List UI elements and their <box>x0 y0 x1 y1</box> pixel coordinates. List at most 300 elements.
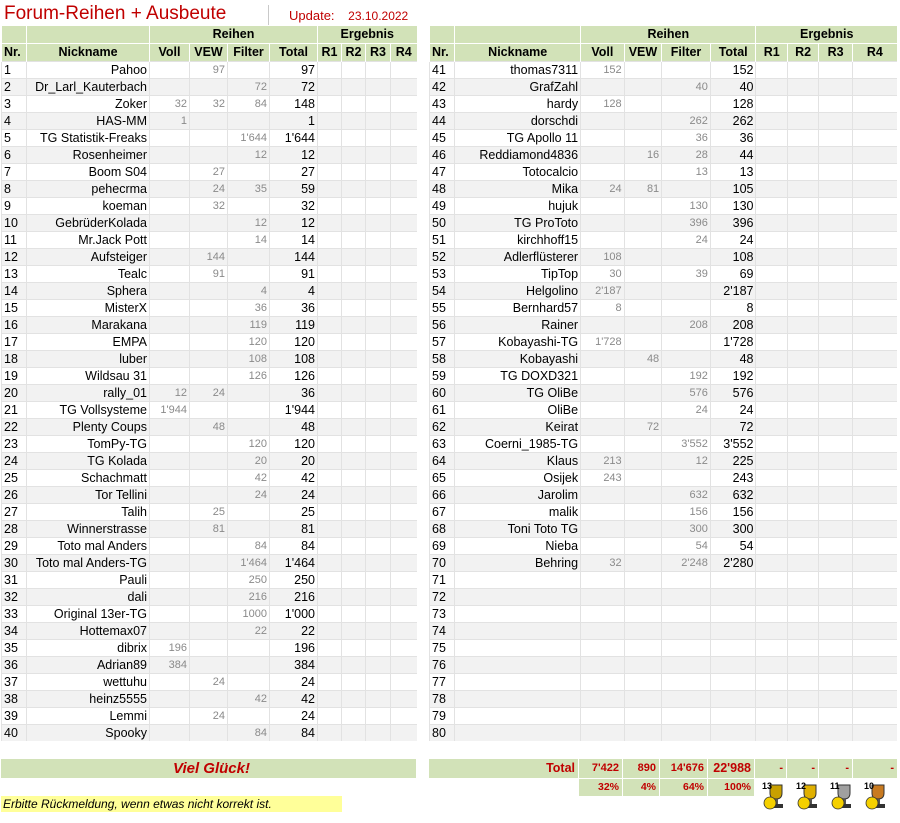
row-vew <box>190 334 228 351</box>
row-r3 <box>819 368 852 385</box>
row-total: 384 <box>270 657 318 674</box>
table-row <box>430 130 898 147</box>
table-row <box>430 79 898 96</box>
row-total: 243 <box>710 470 756 487</box>
row-r1 <box>756 96 787 113</box>
row-voll: 384 <box>150 657 190 674</box>
row-r1 <box>756 708 787 725</box>
row-total: 3'552 <box>710 436 756 453</box>
row-r4 <box>391 453 417 470</box>
table-row <box>2 572 417 589</box>
row-r2 <box>342 640 366 657</box>
row-nr: 28 <box>2 521 27 538</box>
row-r1 <box>756 572 787 589</box>
row-r2 <box>787 198 818 215</box>
row-nr: 60 <box>430 385 455 402</box>
row-r4 <box>391 351 417 368</box>
row-nr: 8 <box>2 181 27 198</box>
row-vew: 144 <box>190 249 228 266</box>
row-vew <box>624 521 662 538</box>
row-filter <box>662 572 711 589</box>
col-r3: R3 <box>819 44 852 62</box>
table-row <box>2 79 417 96</box>
row-nr: 64 <box>430 453 455 470</box>
row-r3 <box>366 572 391 589</box>
row-r1 <box>318 674 342 691</box>
row-nr: 16 <box>2 317 27 334</box>
row-vew <box>190 351 228 368</box>
row-r3 <box>819 436 852 453</box>
row-r4 <box>852 470 897 487</box>
row-nickname: Mika <box>455 181 581 198</box>
table-row <box>2 385 417 402</box>
row-filter <box>228 266 270 283</box>
row-filter: 396 <box>662 215 711 232</box>
row-r3 <box>819 657 852 674</box>
row-r3 <box>366 691 391 708</box>
table-row <box>430 164 898 181</box>
row-total: 1'464 <box>270 555 318 572</box>
row-nickname: TG Statistik-Freaks <box>27 130 150 147</box>
table-row <box>430 419 898 436</box>
row-r3 <box>366 674 391 691</box>
trophy-label: 13 <box>762 781 773 791</box>
row-voll <box>150 79 190 96</box>
row-nr: 33 <box>2 606 27 623</box>
table-row <box>430 198 898 215</box>
row-vew: 24 <box>190 181 228 198</box>
row-r1 <box>756 249 787 266</box>
row-nr: 5 <box>2 130 27 147</box>
row-r4 <box>391 130 417 147</box>
row-r4 <box>391 113 417 130</box>
row-filter: 126 <box>228 368 270 385</box>
row-filter <box>662 419 711 436</box>
row-r2 <box>787 674 818 691</box>
row-total: 1'944 <box>270 402 318 419</box>
row-nickname: GebrüderKolada <box>27 215 150 232</box>
row-r4 <box>391 538 417 555</box>
row-nickname: Zoker <box>27 96 150 113</box>
table-row <box>430 606 898 623</box>
row-nickname: Reddiamond4836 <box>455 147 581 164</box>
row-r3 <box>366 487 391 504</box>
row-total: 1'000 <box>270 606 318 623</box>
row-r1 <box>756 538 787 555</box>
row-vew <box>624 283 662 300</box>
row-r3 <box>819 708 852 725</box>
row-nickname: HAS-MM <box>27 113 150 130</box>
row-r3 <box>366 300 391 317</box>
row-r4 <box>391 674 417 691</box>
row-vew <box>624 504 662 521</box>
row-r4 <box>391 504 417 521</box>
row-voll <box>150 62 190 79</box>
row-r2 <box>787 283 818 300</box>
header-blank <box>2 26 27 44</box>
row-vew <box>624 674 662 691</box>
row-total: 196 <box>270 640 318 657</box>
row-r1 <box>318 708 342 725</box>
row-r1 <box>756 266 787 283</box>
row-r4 <box>391 62 417 79</box>
row-r1 <box>318 385 342 402</box>
row-filter: 14 <box>228 232 270 249</box>
row-nr: 10 <box>2 215 27 232</box>
row-r2 <box>787 215 818 232</box>
row-nickname: Boom S04 <box>27 164 150 181</box>
row-vew <box>624 725 662 742</box>
row-total: 2'280 <box>710 555 756 572</box>
row-voll <box>581 521 625 538</box>
row-r4 <box>852 368 897 385</box>
row-total <box>710 674 756 691</box>
row-voll <box>150 334 190 351</box>
row-nr: 71 <box>430 572 455 589</box>
row-nickname: Behring <box>455 555 581 572</box>
row-r2 <box>342 538 366 555</box>
row-nickname <box>455 708 581 725</box>
row-filter <box>228 62 270 79</box>
row-filter: 42 <box>228 691 270 708</box>
row-voll <box>150 351 190 368</box>
row-r1 <box>756 147 787 164</box>
row-filter: 22 <box>228 623 270 640</box>
row-r4 <box>391 79 417 96</box>
row-filter <box>662 640 711 657</box>
row-vew <box>190 402 228 419</box>
row-r4 <box>852 487 897 504</box>
row-r4 <box>391 521 417 538</box>
row-voll <box>581 113 625 130</box>
row-r4 <box>852 198 897 215</box>
header-blank <box>455 26 581 44</box>
row-voll <box>581 232 625 249</box>
row-r2 <box>342 249 366 266</box>
col-filter: Filter <box>662 44 711 62</box>
row-voll <box>150 300 190 317</box>
row-voll <box>150 521 190 538</box>
row-r1 <box>318 232 342 249</box>
row-nr: 47 <box>430 164 455 181</box>
header-blank <box>430 26 455 44</box>
row-total <box>710 708 756 725</box>
row-nickname: luber <box>27 351 150 368</box>
row-r1 <box>756 470 787 487</box>
row-voll <box>150 555 190 572</box>
row-r4 <box>852 708 897 725</box>
row-r3 <box>366 147 391 164</box>
row-r2 <box>342 62 366 79</box>
row-nickname: Sphera <box>27 283 150 300</box>
row-voll <box>150 249 190 266</box>
row-total: 632 <box>710 487 756 504</box>
row-voll: 24 <box>581 181 625 198</box>
row-r4 <box>852 130 897 147</box>
row-vew <box>190 130 228 147</box>
total-r3: - <box>819 759 852 778</box>
row-nickname: TG OliBe <box>455 385 581 402</box>
row-r2 <box>342 708 366 725</box>
row-vew <box>190 538 228 555</box>
row-voll: 2'187 <box>581 283 625 300</box>
row-nickname: Rainer <box>455 317 581 334</box>
row-r2 <box>342 266 366 283</box>
row-nickname: hujuk <box>455 198 581 215</box>
row-r1 <box>318 79 342 96</box>
row-r1 <box>756 725 787 742</box>
row-voll <box>150 317 190 334</box>
row-vew <box>190 606 228 623</box>
row-nr: 31 <box>2 572 27 589</box>
update-date: 23.10.2022 <box>348 9 409 23</box>
table-row <box>430 725 898 742</box>
row-r1 <box>318 283 342 300</box>
row-total: 44 <box>710 147 756 164</box>
row-total: 396 <box>710 215 756 232</box>
row-r1 <box>318 130 342 147</box>
row-r2 <box>787 113 818 130</box>
table-row <box>430 402 898 419</box>
row-total <box>710 725 756 742</box>
group-ergebnis: Ergebnis <box>756 26 897 44</box>
row-total: 24 <box>710 402 756 419</box>
row-nr: 77 <box>430 674 455 691</box>
row-total: 8 <box>710 300 756 317</box>
row-r3 <box>819 606 852 623</box>
table-row <box>430 147 898 164</box>
row-nickname: Bernhard57 <box>455 300 581 317</box>
row-r1 <box>318 402 342 419</box>
row-filter <box>662 725 711 742</box>
col-r4: R4 <box>391 44 417 62</box>
row-total: 105 <box>710 181 756 198</box>
row-total: 36 <box>710 130 756 147</box>
row-r3 <box>366 538 391 555</box>
row-vew <box>624 385 662 402</box>
row-filter: 208 <box>662 317 711 334</box>
right-table-body <box>430 62 898 742</box>
row-nr: 55 <box>430 300 455 317</box>
row-total: 108 <box>710 249 756 266</box>
row-r4 <box>852 62 897 79</box>
group-reihen: Reihen <box>150 26 318 44</box>
row-r4 <box>391 283 417 300</box>
row-r4 <box>852 572 897 589</box>
row-r1 <box>318 453 342 470</box>
row-nr: 51 <box>430 232 455 249</box>
row-total: 22 <box>270 623 318 640</box>
row-vew <box>624 572 662 589</box>
row-r4 <box>391 300 417 317</box>
row-filter <box>228 504 270 521</box>
row-total: 42 <box>270 470 318 487</box>
row-r3 <box>819 351 852 368</box>
row-r3 <box>819 266 852 283</box>
row-r2 <box>787 572 818 589</box>
row-r3 <box>366 266 391 283</box>
col-nr: Nr. <box>430 44 455 62</box>
row-nr: 13 <box>2 266 27 283</box>
row-total: 48 <box>270 419 318 436</box>
row-nickname: MisterX <box>27 300 150 317</box>
row-nr: 48 <box>430 181 455 198</box>
row-r3 <box>819 674 852 691</box>
row-nickname: TG DOXD321 <box>455 368 581 385</box>
row-r1 <box>756 113 787 130</box>
row-r1 <box>756 521 787 538</box>
row-total: 36 <box>270 300 318 317</box>
row-vew <box>190 555 228 572</box>
row-voll <box>581 606 625 623</box>
table-row <box>430 640 898 657</box>
row-vew <box>190 300 228 317</box>
row-total: 42 <box>270 691 318 708</box>
table-row <box>430 538 898 555</box>
row-nr: 36 <box>2 657 27 674</box>
col-nickname: Nickname <box>27 44 150 62</box>
row-r3 <box>366 470 391 487</box>
feedback-note: Erbitte Rückmeldung, wenn etwas nicht korrekt ist. <box>1 796 342 812</box>
row-filter <box>228 198 270 215</box>
table-row <box>430 385 898 402</box>
row-vew <box>190 317 228 334</box>
row-r3 <box>819 470 852 487</box>
row-nr: 7 <box>2 164 27 181</box>
row-nr: 52 <box>430 249 455 266</box>
row-vew <box>624 538 662 555</box>
row-total: 91 <box>270 266 318 283</box>
row-r3 <box>819 317 852 334</box>
row-filter <box>662 300 711 317</box>
row-r4 <box>852 96 897 113</box>
row-nickname: Marakana <box>27 317 150 334</box>
table-row <box>430 368 898 385</box>
row-nickname: malik <box>455 504 581 521</box>
table-row <box>430 691 898 708</box>
header-blank <box>27 26 150 44</box>
table-row <box>430 232 898 249</box>
row-nr: 4 <box>2 113 27 130</box>
col-voll: Voll <box>150 44 190 62</box>
row-vew: 25 <box>190 504 228 521</box>
table-row <box>430 453 898 470</box>
row-nr: 74 <box>430 623 455 640</box>
row-vew <box>624 589 662 606</box>
trophy-label: 11 <box>830 781 840 791</box>
row-r3 <box>819 504 852 521</box>
row-r1 <box>756 623 787 640</box>
row-r4 <box>391 640 417 657</box>
row-nr: 57 <box>430 334 455 351</box>
table-row <box>2 521 417 538</box>
row-r3 <box>819 232 852 249</box>
row-nr: 69 <box>430 538 455 555</box>
row-total <box>710 606 756 623</box>
row-r2 <box>342 402 366 419</box>
row-filter: 4 <box>228 283 270 300</box>
table-row <box>430 555 898 572</box>
row-total: 250 <box>270 572 318 589</box>
row-filter: 300 <box>662 521 711 538</box>
table-row <box>2 589 417 606</box>
row-nickname: Toto mal Anders-TG <box>27 555 150 572</box>
row-r1 <box>318 334 342 351</box>
row-total: 152 <box>710 62 756 79</box>
row-filter: 36 <box>662 130 711 147</box>
row-nickname: Kobayashi-TG <box>455 334 581 351</box>
row-total: 25 <box>270 504 318 521</box>
table-row <box>430 266 898 283</box>
row-total: 40 <box>710 79 756 96</box>
row-r4 <box>852 181 897 198</box>
row-voll <box>150 130 190 147</box>
row-r2 <box>787 79 818 96</box>
table-row <box>2 266 417 283</box>
row-r2 <box>342 674 366 691</box>
row-nickname: dorschdi <box>455 113 581 130</box>
row-vew <box>624 691 662 708</box>
row-r3 <box>366 453 391 470</box>
row-vew: 48 <box>624 351 662 368</box>
row-r3 <box>819 589 852 606</box>
row-r4 <box>852 164 897 181</box>
row-r2 <box>787 147 818 164</box>
row-r3 <box>366 623 391 640</box>
row-nickname: Coerni_1985-TG <box>455 436 581 453</box>
row-voll <box>150 368 190 385</box>
row-total: 300 <box>710 521 756 538</box>
table-row <box>430 504 898 521</box>
row-r4 <box>852 402 897 419</box>
row-total: 126 <box>270 368 318 385</box>
row-voll: 30 <box>581 266 625 283</box>
table-row <box>430 215 898 232</box>
left-table-body <box>2 62 417 742</box>
row-r2 <box>787 708 818 725</box>
row-voll: 1'944 <box>150 402 190 419</box>
row-r4 <box>391 96 417 113</box>
row-filter <box>228 657 270 674</box>
row-filter: 156 <box>662 504 711 521</box>
row-nickname <box>455 572 581 589</box>
row-r4 <box>391 691 417 708</box>
row-r1 <box>756 674 787 691</box>
row-total <box>710 572 756 589</box>
row-r4 <box>852 674 897 691</box>
row-vew <box>190 453 228 470</box>
row-nr: 2 <box>2 79 27 96</box>
row-nr: 30 <box>2 555 27 572</box>
row-voll <box>150 283 190 300</box>
row-r1 <box>756 453 787 470</box>
row-vew <box>190 725 228 742</box>
row-nr: 37 <box>2 674 27 691</box>
row-r3 <box>819 164 852 181</box>
row-voll <box>581 351 625 368</box>
row-voll <box>150 606 190 623</box>
row-voll <box>581 79 625 96</box>
row-voll: 1'728 <box>581 334 625 351</box>
row-total: 32 <box>270 198 318 215</box>
row-vew <box>190 283 228 300</box>
row-r1 <box>756 283 787 300</box>
row-r4 <box>391 334 417 351</box>
row-filter: 39 <box>662 266 711 283</box>
row-r1 <box>318 317 342 334</box>
row-r2 <box>342 79 366 96</box>
row-r1 <box>318 215 342 232</box>
